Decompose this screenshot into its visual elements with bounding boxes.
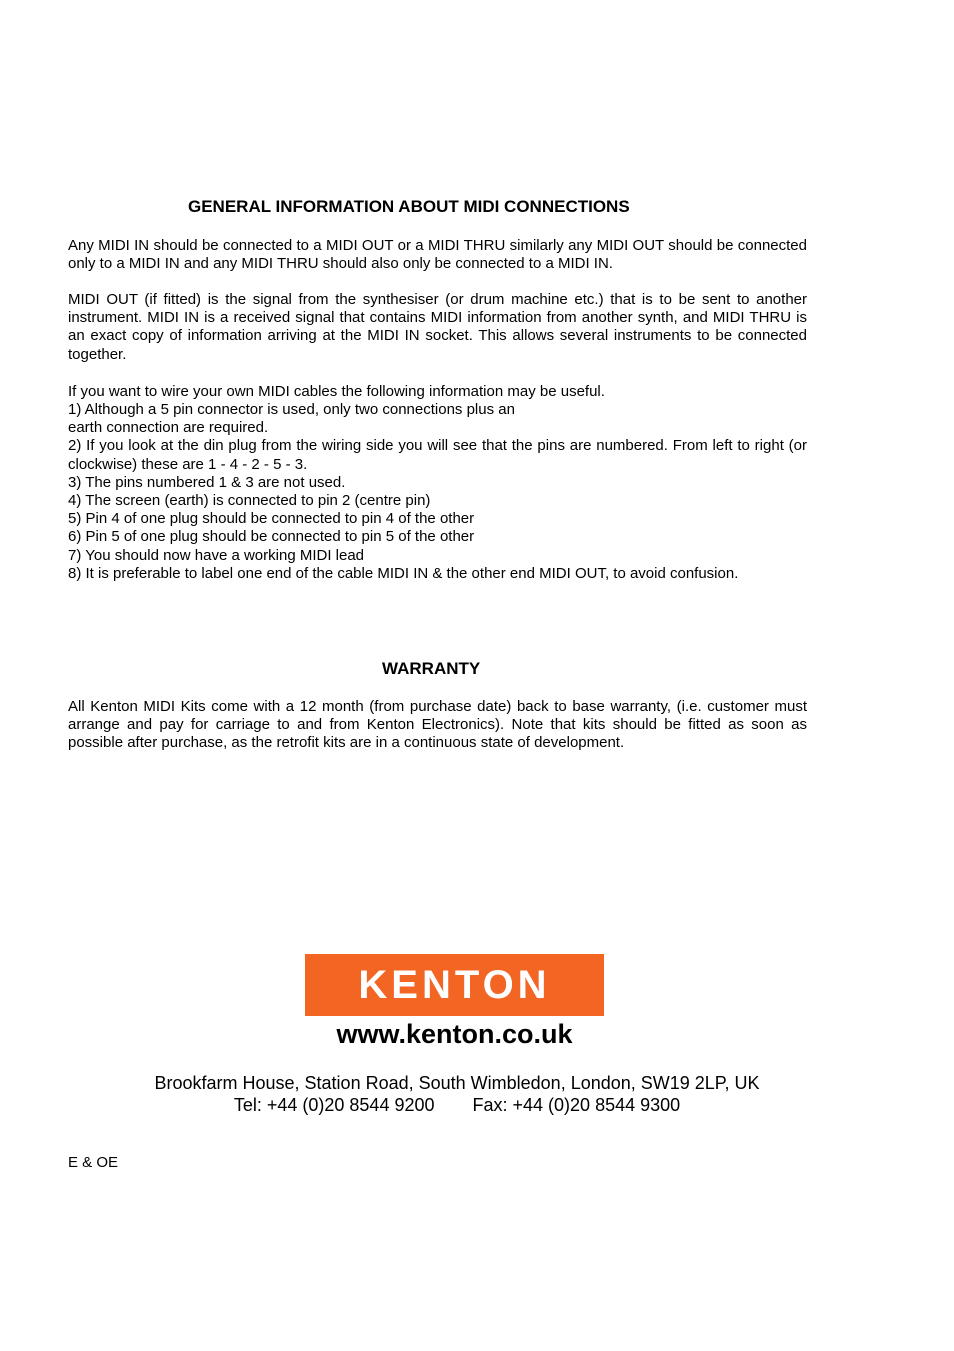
wiring-steps-list [68, 401, 807, 583]
midi-in-out-paragraph: Any MIDI IN should be connected to a MIDI OUT or a MIDI THRU similarly any MIDI OUT should be connected only to a MIDI IN and any MIDI THRU should also only be connected to a MIDI IN. [68, 237, 807, 273]
general-info-heading: GENERAL INFORMATION ABOUT MIDI CONNECTIONS [188, 197, 630, 216]
errors-omissions-note: E & OE [68, 1154, 119, 1171]
wiring-step: 6) Pin 5 of one plug should be connected to pin 5 of the other [68, 528, 475, 546]
kenton-logo [305, 954, 604, 1016]
wiring-step: 2) If you look at the din plug from the wiring side you will see that the pins are numbered. From left to right (or clockwise) these are 1 - 4 - 2 - 5 - 3. [68, 437, 807, 473]
wiring-step: 4) The screen (earth) is connected to pin 2 (centre pin) [68, 492, 431, 510]
wiring-step: 1) Although a 5 pin connector is used, only two connections plus an [68, 401, 515, 418]
telephone-number: Tel: +44 (0)20 8544 9200 [233, 1095, 435, 1115]
wiring-step: 5) Pin 4 of one plug should be connected to pin 4 of the other [68, 510, 475, 528]
contact-line [0, 1094, 914, 1116]
warranty-paragraph: All Kenton MIDI Kits come with a 12 month (from purchase date) back to base warranty, (i.e. customer must arrange and pay for carriage to and from Kenton Electronics). Note that kits should be fitted as soon as possible after purchase, as the retrofit kits are in a continuous state of development. [68, 698, 807, 752]
website-url: www.kenton.co.uk [336, 1019, 573, 1049]
warranty-heading: WARRANTY [382, 659, 481, 678]
wiring-step: 8) It is preferable to label one end of the cable MIDI IN & the other end MIDI OUT, to avoid confusion. [68, 564, 739, 582]
wiring-step: 3) The pins numbered 1 & 3 are not used. [68, 473, 346, 491]
midi-signal-paragraph: MIDI OUT (if fitted) is the signal from the synthesiser (or drum machine etc.) that is to be sent to another instrument. MIDI IN is a received signal that contains MIDI information from another synth, and MIDI THRU is an exact copy of information arriving at the MIDI IN socket. This allows several instruments to be connected together. [68, 291, 807, 363]
fax-number: Fax: +44 (0)20 8544 9300 [472, 1095, 681, 1115]
kenton-logo-text: KENTON [358, 963, 551, 1007]
wiring-intro-paragraph: If you want to wire your own MIDI cables the following information may be useful. [68, 383, 605, 400]
wiring-step: 7) You should now have a working MIDI lead [68, 546, 365, 564]
company-address: Brookfarm House, Station Road, South Wimbledon, London, SW19 2LP, UK [154, 1073, 760, 1093]
wiring-step: earth connection are required. [68, 419, 269, 437]
